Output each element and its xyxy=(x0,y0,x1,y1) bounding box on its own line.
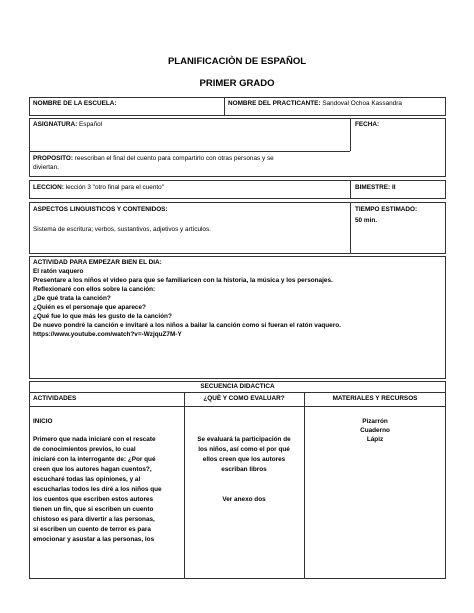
actividad-dia-line: ¿Quién es el personaje que aparece? xyxy=(33,304,146,311)
tiempo-label: TIEMPO ESTIMADO: xyxy=(355,206,418,213)
evaluar-line: Se evaluará la participación de xyxy=(197,436,291,443)
fecha-label: FECHA: xyxy=(355,121,380,128)
actividad-dia-line: ¿De qué trata la canción? xyxy=(33,295,111,302)
actividad-line: los cuentos que escriben estos autores xyxy=(33,496,154,503)
bimestre-value: II xyxy=(391,184,396,191)
material-item: Pizarrón xyxy=(362,418,388,425)
actividad-line: creen que los autores hagan cuentos?, xyxy=(33,466,152,473)
material-item: Cuaderno xyxy=(360,427,390,434)
page-subtitle: PRIMER GRADO xyxy=(199,78,275,89)
practicante-label: NOMBRE DEL PRACTICANTE: xyxy=(228,100,321,107)
asignatura-label: ASIGNATURA: xyxy=(33,121,78,128)
asignatura-field xyxy=(33,121,102,130)
actividad-line: de conocimientos previos, lo cual xyxy=(33,446,136,453)
actividad-line: Primero que nada iniciaré con el rescate xyxy=(33,436,156,443)
bimestre-field xyxy=(355,184,396,193)
secuencia-title: SECUENCIA DIDACTICA xyxy=(200,383,275,390)
leccion-value: lección 3 "otro final para el cuento" xyxy=(65,184,164,191)
anexo-text: Ver anexo dos xyxy=(222,496,266,503)
proposito-label: PROPOSITO: xyxy=(33,155,74,162)
actividad-dia-line: Reflexionaré con ellos sobre la canción: xyxy=(33,286,156,293)
asignatura-value: Español xyxy=(79,121,103,128)
actividad-line: escucharlas todos les diré a los niños que xyxy=(33,486,162,493)
aspectos-value: Sistema de escritura; verbos, sustantivos, adjetivos y artículos. xyxy=(33,226,211,233)
actividad-dia-line: De nuevo pondré la canción e invitaré a los niños a bailar la canción como si fueran el ratón vaquero. xyxy=(33,322,341,329)
proposito-line1: reescriban el final del cuento para compartirlo con otras personas y se xyxy=(74,155,274,162)
practicante-field xyxy=(228,100,402,109)
aspectos-label: ASPECTOS LINGUISTICOS Y CONTENIDOS: xyxy=(33,206,168,213)
proposito-field xyxy=(33,155,274,164)
actividad-dia-line: ¿Qué fue lo que más les gusto de la canción? xyxy=(33,313,172,320)
actividad-dia-line: El ratón vaquero xyxy=(33,268,84,275)
inicio-label: INICIO xyxy=(33,418,53,425)
actividad-line: tienen un fin, que si escriben un cuento xyxy=(33,506,154,513)
page-title: PLANIFICACIÒN DE ESPAÑOL xyxy=(167,56,307,67)
video-link[interactable]: https://www.youtube.com/watch?v=-WzjquZ7M-Y xyxy=(33,331,182,338)
evaluar-line: ellos creen que los autores xyxy=(202,456,286,463)
practicante-value: Sandoval Ochoa Kassandra xyxy=(322,100,402,107)
actividad-dia-line: Presentare a los niños el video para que se familiaricen con la historia, la música y los personajes. xyxy=(33,277,333,284)
actividad-dia-label: ACTIVIDAD PARA EMPEZAR BIEN EL DIA: xyxy=(33,259,162,266)
proposito-line2: diviertan. xyxy=(33,164,59,171)
actividad-line: iniciaré con la interrogante de: ¿Por qué xyxy=(33,456,156,463)
col-evaluar: ¿QUÈ Y COMO EVALUAR? xyxy=(203,395,285,402)
leccion-field xyxy=(33,184,164,193)
tiempo-value: 50 min. xyxy=(355,217,378,224)
col-actividades: ACTIVIDADES xyxy=(33,395,77,402)
school-label: NOMBRE DE LA ESCUELA: xyxy=(33,100,117,107)
leccion-label: LECCION: xyxy=(33,184,64,191)
actividad-line: si escriben un cuento de terror es para xyxy=(33,526,151,533)
material-item: Lápiz xyxy=(366,436,384,443)
bimestre-label: BIMESTRE: xyxy=(355,184,391,191)
col-materiales: MATERIALES Y RECURSOS xyxy=(332,395,418,402)
evaluar-line: los niños, así como el por qué xyxy=(198,446,290,453)
actividad-line: emocionar y asustar a las personas, los xyxy=(33,536,155,543)
evaluar-line: escriban libros xyxy=(221,466,267,473)
actividad-line: escucharé todas las opiniones, y al xyxy=(33,476,141,483)
actividad-line: chistoso es para divertir a las personas, xyxy=(33,516,155,523)
